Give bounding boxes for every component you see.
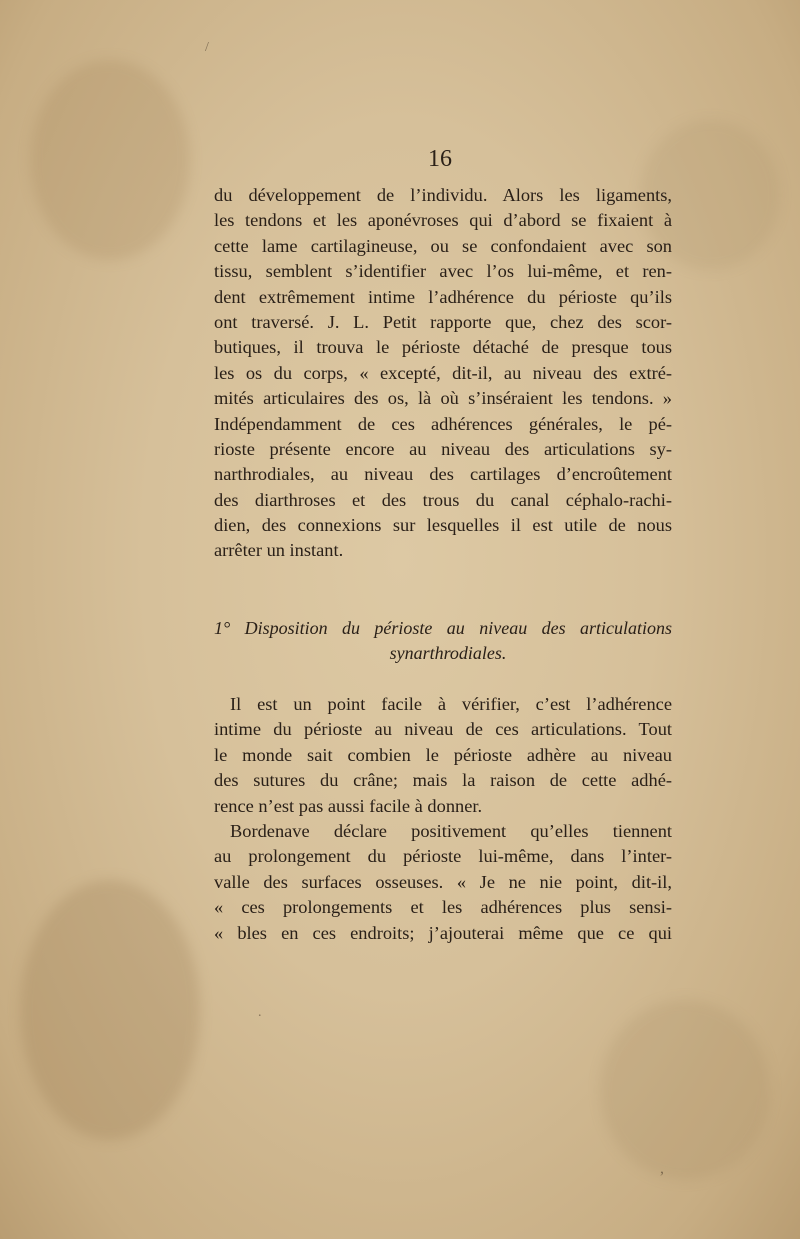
- text-line: arrêter un instant.: [214, 540, 344, 561]
- page-number: 16: [428, 146, 452, 172]
- body-text-top: [214, 183, 672, 564]
- ink-speck: .: [258, 1005, 262, 1020]
- text-line: tissu, semblent s’identifier avec l’os lui-même, et ren-: [214, 261, 672, 282]
- section-heading-line: synarthrodiales.: [389, 643, 507, 664]
- text-line: butiques, il trouva le périoste détaché de presque tous: [214, 337, 672, 358]
- paper-stain: [20, 880, 200, 1140]
- section-heading-line: 1° Disposition du périoste au niveau des articulations: [214, 618, 672, 638]
- text-line: des sutures du crâne; mais la raison de cette adhé-: [214, 770, 672, 791]
- text-line: cette lame cartilagineuse, ou se confondaient avec son: [214, 235, 672, 256]
- text-line: des diarthroses et des trous du canal céphalo-rachi-: [214, 489, 672, 510]
- paper-stain: [600, 1000, 770, 1180]
- text-line: mités articulaires des os, là où s’inséraient les tendons. »: [214, 388, 672, 409]
- text-line: Indépendamment de ces adhérences générales, le pé-: [214, 413, 672, 434]
- text-line: ont traversé. J. L. Petit rapporte que, chez des scor-: [214, 311, 672, 332]
- text-line: narthrodiales, au niveau des cartilages d’encroûtement: [214, 464, 672, 485]
- text-line: dien, des connexions sur lesquelles il est utile de nous: [214, 515, 672, 536]
- text-line: au prolongement du périoste lui-même, dans l’inter-: [214, 846, 672, 867]
- text-line: rence n’est pas aussi facile à donner.: [214, 795, 483, 816]
- ink-speck: ,: [660, 1160, 664, 1177]
- text-line: « bles en ces endroits; j’ajouterai même que ce qui: [214, 922, 672, 943]
- text-line: le monde sait combien le périoste adhère au niveau: [214, 744, 672, 765]
- text-line: Bordenave déclare positivement qu’elles tiennent: [230, 820, 672, 841]
- body-text-bottom: [214, 692, 672, 946]
- text-line: rioste présente encore au niveau des articulations sy-: [214, 438, 672, 459]
- text-line: valle des surfaces osseuses. « Je ne nie point, dit-il,: [214, 871, 672, 892]
- text-line: Il est un point facile à vérifier, c’est l’adhérence: [230, 694, 672, 714]
- section-heading: [214, 616, 672, 667]
- text-line: « ces prolongements et les adhérences plus sensi-: [214, 897, 672, 918]
- ink-speck: /: [205, 40, 209, 55]
- text-line: les tendons et les aponévroses qui d’abord se fixaient à: [214, 210, 672, 231]
- text-line: dent extrêmement intime l’adhérence du périoste qu’ils: [214, 286, 672, 307]
- text-line: intime du périoste au niveau de ces articulations. Tout: [214, 719, 672, 740]
- text-line: les os du corps, « excepté, dit-il, au niveau des extré-: [214, 362, 672, 383]
- text-line: du développement de l’individu. Alors les ligaments,: [214, 185, 672, 205]
